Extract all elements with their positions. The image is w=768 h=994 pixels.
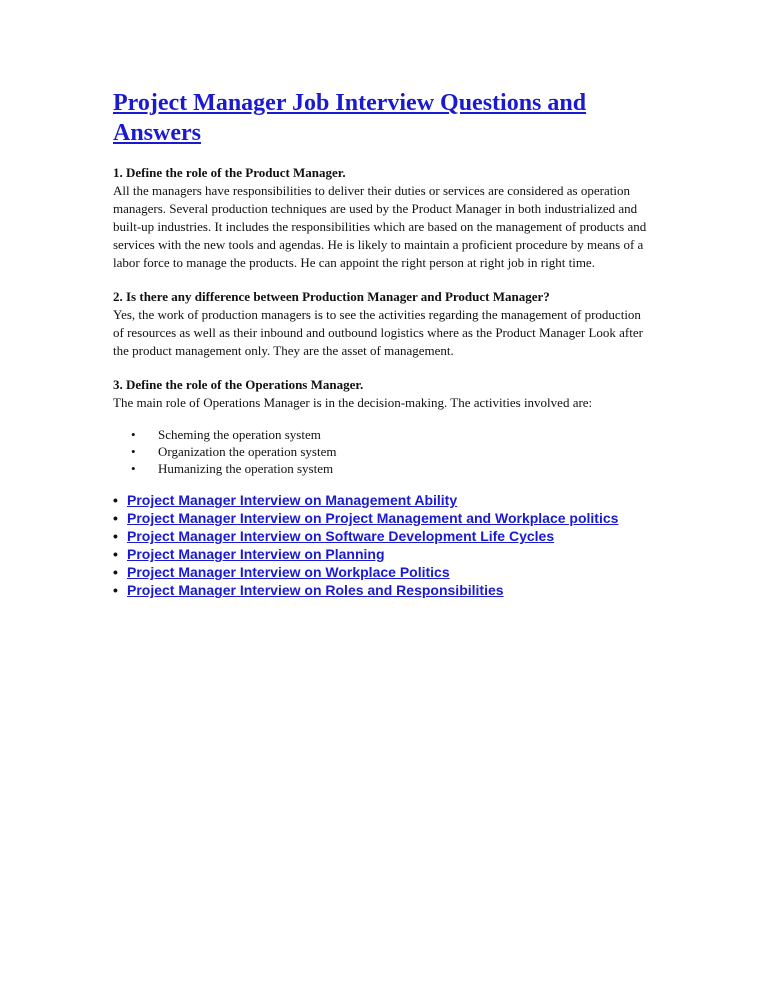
bullet-icon: • bbox=[131, 461, 136, 476]
question-heading: 2. Is there any difference between Production Manager and Product Manager? bbox=[113, 289, 550, 304]
answer-text: Yes, the work of production managers is to see the activities regarding the management of production of resources as well as their inbound and outbound logistics where as the Product Manager Look after the product management only. They are the asset of management. bbox=[113, 307, 643, 358]
related-link[interactable]: Project Manager Interview on Roles and Responsibilities bbox=[127, 582, 504, 598]
bullet-icon: • bbox=[113, 492, 118, 508]
list-item-text: Humanizing the operation system bbox=[158, 461, 334, 476]
related-link[interactable]: Project Manager Interview on Workplace Politics bbox=[127, 564, 450, 580]
list-item bbox=[113, 509, 653, 527]
related-link[interactable]: Project Manager Interview on Project Management and Workplace politics bbox=[127, 510, 619, 526]
list-item bbox=[131, 426, 653, 443]
bullet-icon: • bbox=[131, 427, 136, 442]
question-1 bbox=[113, 164, 653, 272]
bullet-icon: • bbox=[113, 546, 118, 562]
answer-text: All the managers have responsibilities to deliver their duties or services are considered as operation managers. Several production techniques are used by the Product Manager in both industrialized and built-up industries. It includes the responsibilities which are based on the management of products and services with the new tools and agendas. He is likely to maintain a proficient procedure by means of a labor force to manage the products. He can appoint the right person at right job in right time. bbox=[113, 183, 647, 270]
list-item bbox=[131, 443, 653, 460]
list-item bbox=[113, 581, 653, 599]
related-link[interactable]: Project Manager Interview on Management Ability bbox=[127, 492, 458, 508]
activities-list bbox=[131, 426, 653, 477]
list-item bbox=[113, 491, 653, 509]
bullet-icon: • bbox=[113, 582, 118, 598]
page-title-link[interactable]: Project Manager Job Interview Questions and Answers bbox=[113, 90, 587, 146]
answer-text: The main role of Operations Manager is in the decision-making. The activities involved are: bbox=[113, 395, 593, 410]
question-heading: 3. Define the role of the Operations Manager. bbox=[113, 377, 364, 392]
list-item bbox=[131, 460, 653, 477]
bullet-icon: • bbox=[131, 444, 136, 459]
related-link[interactable]: Project Manager Interview on Software Development Life Cycles bbox=[127, 528, 555, 544]
related-links-list bbox=[113, 491, 653, 599]
bullet-icon: • bbox=[113, 510, 118, 526]
document-page bbox=[113, 88, 653, 599]
related-link[interactable]: Project Manager Interview on Planning bbox=[127, 546, 385, 562]
question-3 bbox=[113, 376, 653, 477]
list-item-text: Scheming the operation system bbox=[158, 427, 321, 442]
question-heading: 1. Define the role of the Product Manager. bbox=[113, 165, 346, 180]
bullet-icon: • bbox=[113, 564, 118, 580]
list-item bbox=[113, 527, 653, 545]
list-item bbox=[113, 563, 653, 581]
list-item-text: Organization the operation system bbox=[158, 444, 337, 459]
list-item bbox=[113, 545, 653, 563]
bullet-icon: • bbox=[113, 528, 118, 544]
question-2 bbox=[113, 288, 653, 360]
